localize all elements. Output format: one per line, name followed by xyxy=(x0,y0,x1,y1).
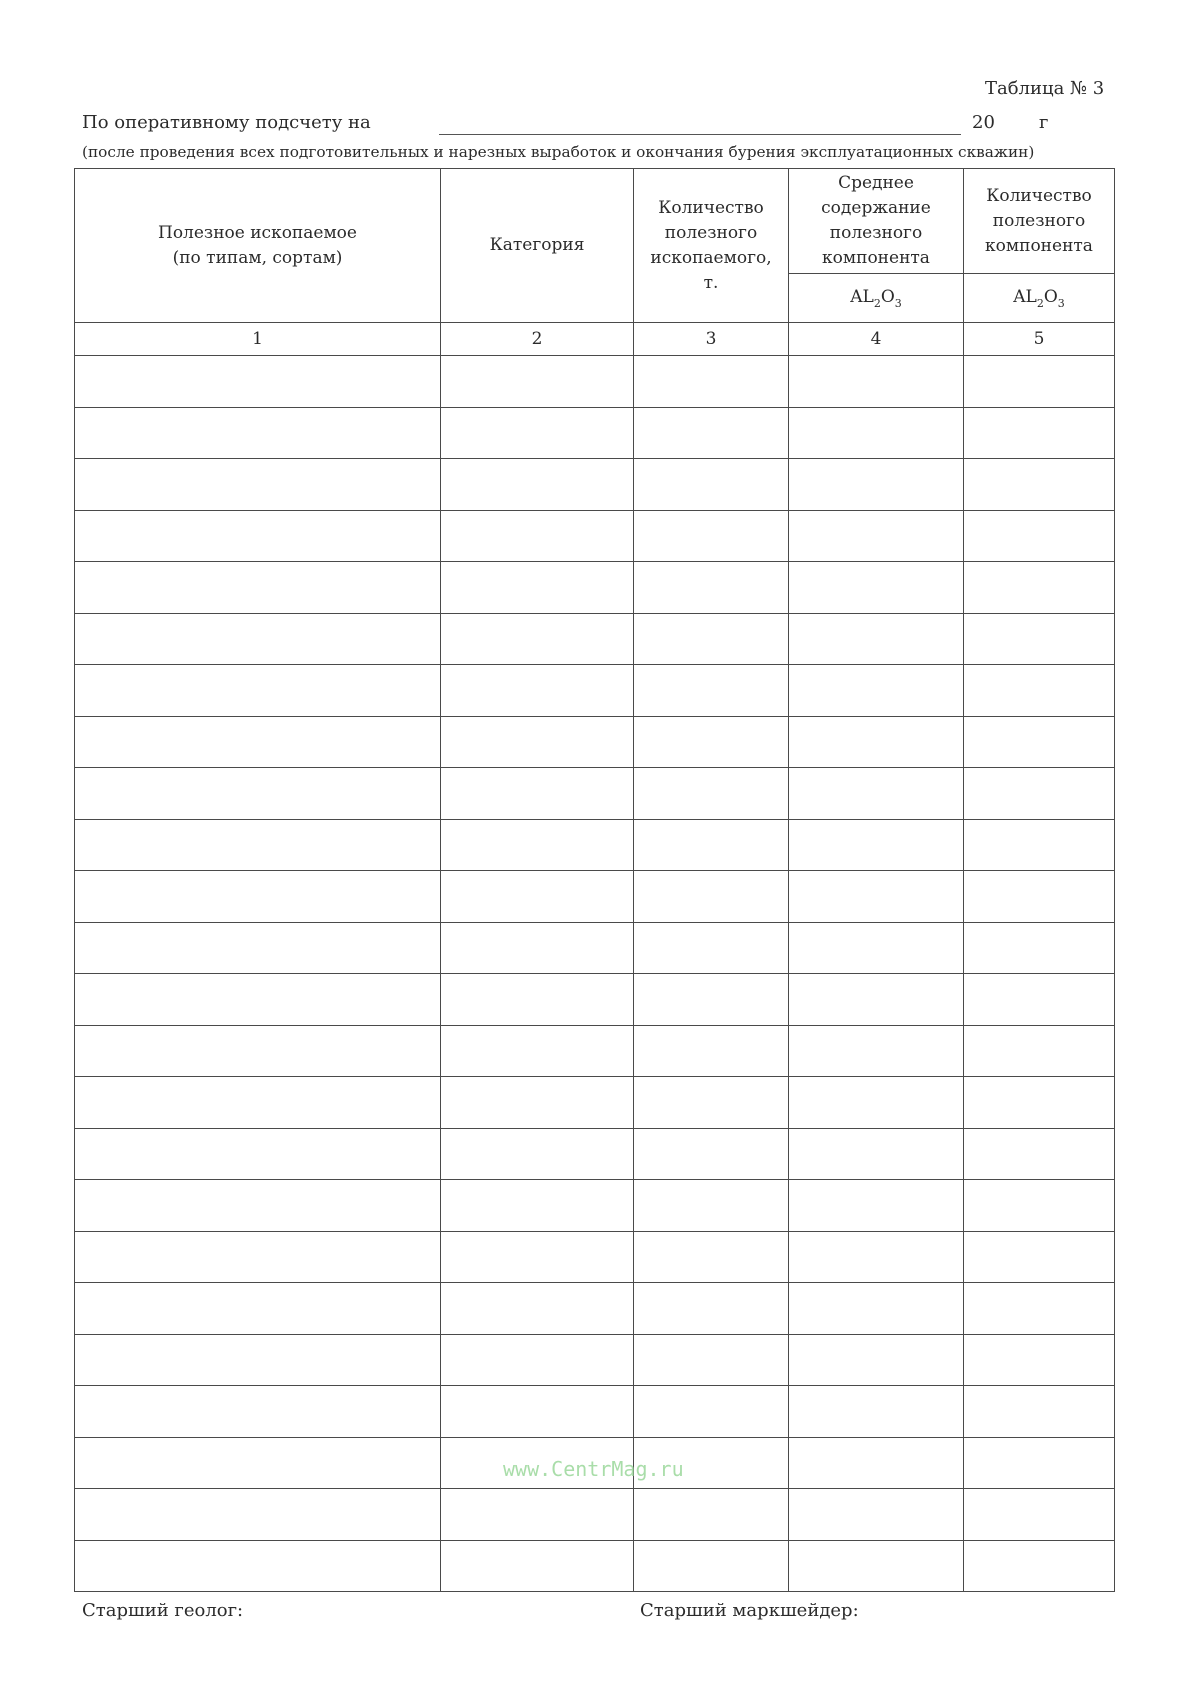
table-cell[interactable] xyxy=(441,768,634,820)
table-row xyxy=(75,1386,1115,1438)
table-cell[interactable] xyxy=(789,974,964,1026)
formula-sub-2: 2 xyxy=(1036,297,1044,310)
table-cell[interactable] xyxy=(964,1180,1115,1232)
table-cell[interactable] xyxy=(964,974,1115,1026)
table-cell[interactable] xyxy=(964,1025,1115,1077)
table-cell[interactable] xyxy=(964,1489,1115,1541)
formula-base-o: O xyxy=(880,287,895,307)
table-cell[interactable] xyxy=(75,819,441,871)
table-cell[interactable] xyxy=(75,665,441,717)
table-cell[interactable] xyxy=(634,356,789,408)
formula-base-o: O xyxy=(1043,287,1058,307)
table-cell[interactable] xyxy=(964,768,1115,820)
table-cell[interactable] xyxy=(964,1386,1115,1438)
table-row xyxy=(75,819,1115,871)
table-cell[interactable] xyxy=(964,1437,1115,1489)
col-header-mineral xyxy=(75,169,441,323)
table-cell[interactable] xyxy=(75,768,441,820)
table-cell[interactable] xyxy=(634,1128,789,1180)
table-cell[interactable] xyxy=(789,562,964,614)
table-row xyxy=(75,613,1115,665)
surveyor-signature-label: Старший маркшейдер: xyxy=(640,1600,859,1621)
table-cell[interactable] xyxy=(789,665,964,717)
table-cell[interactable] xyxy=(634,665,789,717)
subtitle: (после проведения всех подготовительных и нарезных выработок и окончания бурения эксплуатационных скважин) xyxy=(82,143,1035,161)
table-cell[interactable] xyxy=(75,922,441,974)
table-row xyxy=(75,1334,1115,1386)
table-cell[interactable] xyxy=(634,613,789,665)
table-cell[interactable] xyxy=(964,562,1115,614)
table-cell[interactable] xyxy=(441,1540,634,1592)
col-header-avg-line4: компонента xyxy=(822,248,930,268)
table-cell[interactable] xyxy=(634,562,789,614)
table-cell[interactable] xyxy=(75,1283,441,1335)
table-cell[interactable] xyxy=(789,1540,964,1592)
formula-al2o3 xyxy=(850,287,902,310)
table-cell[interactable] xyxy=(789,1386,964,1438)
watermark: www.CentrMag.ru xyxy=(503,1457,684,1481)
column-number: 3 xyxy=(634,323,789,356)
reserves-table xyxy=(74,168,1115,1592)
table-cell[interactable] xyxy=(964,1231,1115,1283)
table-cell[interactable] xyxy=(441,407,634,459)
table-cell[interactable] xyxy=(634,1283,789,1335)
header-label: По оперативному подсчету на xyxy=(82,112,371,133)
col-header-quantity xyxy=(634,169,789,323)
table-row xyxy=(75,871,1115,923)
column-number-row xyxy=(75,323,1115,356)
table-row xyxy=(75,1025,1115,1077)
table-cell[interactable] xyxy=(75,1540,441,1592)
table-cell[interactable] xyxy=(634,459,789,511)
formula-cell-compqty xyxy=(964,274,1115,323)
table-cell[interactable] xyxy=(441,819,634,871)
col-header-quantity-line4: т. xyxy=(703,272,719,293)
table-cell[interactable] xyxy=(964,1334,1115,1386)
table-cell[interactable] xyxy=(964,1128,1115,1180)
table-cell[interactable] xyxy=(634,922,789,974)
table-cell[interactable] xyxy=(789,819,964,871)
table-cell[interactable] xyxy=(75,1128,441,1180)
table-cell[interactable] xyxy=(441,1334,634,1386)
table-row xyxy=(75,459,1115,511)
formula-cell-avg xyxy=(789,274,964,323)
table-cell[interactable] xyxy=(441,1025,634,1077)
table-row xyxy=(75,407,1115,459)
table-row xyxy=(75,922,1115,974)
col-header-avg-line1: Среднее xyxy=(838,173,914,193)
col-header-avg-content xyxy=(789,169,964,274)
table-cell[interactable] xyxy=(964,1283,1115,1335)
table-cell[interactable] xyxy=(441,1283,634,1335)
table-cell[interactable] xyxy=(789,768,964,820)
table-cell[interactable] xyxy=(789,356,964,408)
formula-sub-3: 3 xyxy=(894,297,902,310)
col-header-avg-line2: содержание xyxy=(821,198,931,218)
table-row xyxy=(75,1180,1115,1232)
table-cell[interactable] xyxy=(75,1334,441,1386)
table-cell[interactable] xyxy=(441,562,634,614)
col-header-avg-line3: полезного xyxy=(829,223,923,243)
table-cell[interactable] xyxy=(964,819,1115,871)
table-cell[interactable] xyxy=(75,974,441,1026)
table-cell[interactable] xyxy=(789,613,964,665)
year-prefix: 20 xyxy=(972,112,995,133)
table-cell[interactable] xyxy=(634,407,789,459)
geologist-signature-label: Старший геолог: xyxy=(82,1600,244,1621)
table-cell[interactable] xyxy=(634,974,789,1026)
table-cell[interactable] xyxy=(789,871,964,923)
table-cell[interactable] xyxy=(441,665,634,717)
col-header-quantity-line2: полезного xyxy=(664,222,758,243)
table-cell[interactable] xyxy=(441,459,634,511)
table-number: Таблица № 3 xyxy=(985,78,1105,99)
col-header-quantity-line3: ископаемого, xyxy=(650,247,772,268)
table-cell[interactable] xyxy=(789,1437,964,1489)
formula-al2o3 xyxy=(1013,287,1065,310)
table-cell[interactable] xyxy=(441,1386,634,1438)
table-cell[interactable] xyxy=(634,716,789,768)
col-header-mineral-line1: Полезное ископаемое xyxy=(158,222,357,243)
table-cell[interactable] xyxy=(634,1180,789,1232)
table-row xyxy=(75,716,1115,768)
table-cell[interactable] xyxy=(634,1077,789,1129)
table-cell[interactable] xyxy=(75,1077,441,1129)
table-cell[interactable] xyxy=(964,510,1115,562)
table-cell[interactable] xyxy=(441,613,634,665)
table-cell[interactable] xyxy=(634,871,789,923)
table-cell[interactable] xyxy=(75,1180,441,1232)
table-cell[interactable] xyxy=(75,716,441,768)
table-cell[interactable] xyxy=(441,1180,634,1232)
table-cell[interactable] xyxy=(441,1231,634,1283)
table-row xyxy=(75,356,1115,408)
table-cell[interactable] xyxy=(789,407,964,459)
table-cell[interactable] xyxy=(75,1489,441,1541)
table-cell[interactable] xyxy=(634,1231,789,1283)
table-body xyxy=(75,356,1115,1592)
table-cell[interactable] xyxy=(634,1489,789,1541)
table-row xyxy=(75,1283,1115,1335)
table-cell[interactable] xyxy=(789,459,964,511)
formula-sub-3: 3 xyxy=(1057,297,1065,310)
col-header-compqty-line3: компонента xyxy=(985,235,1093,256)
table-cell[interactable] xyxy=(441,922,634,974)
table-cell[interactable] xyxy=(634,1386,789,1438)
table-cell[interactable] xyxy=(441,871,634,923)
table-cell[interactable] xyxy=(964,613,1115,665)
table-cell[interactable] xyxy=(789,1334,964,1386)
table-cell[interactable] xyxy=(964,356,1115,408)
table-row xyxy=(75,1231,1115,1283)
table-cell[interactable] xyxy=(964,871,1115,923)
table-row xyxy=(75,768,1115,820)
table-cell[interactable] xyxy=(634,510,789,562)
table-cell[interactable] xyxy=(441,974,634,1026)
table-row xyxy=(75,1540,1115,1592)
col-header-compqty-line1: Количество xyxy=(986,185,1092,206)
table-cell[interactable] xyxy=(964,1077,1115,1129)
table-cell[interactable] xyxy=(789,922,964,974)
table-cell[interactable] xyxy=(75,407,441,459)
col-header-component-qty xyxy=(964,169,1115,274)
table-cell[interactable] xyxy=(789,1077,964,1129)
column-number: 2 xyxy=(441,323,634,356)
table-cell[interactable] xyxy=(75,1025,441,1077)
formula-base-al: AL xyxy=(1013,287,1037,307)
table-cell[interactable] xyxy=(964,922,1115,974)
table-cell[interactable] xyxy=(441,1489,634,1541)
table-cell[interactable] xyxy=(964,407,1115,459)
col-header-compqty-line2: полезного xyxy=(992,210,1086,231)
table-cell[interactable] xyxy=(789,1489,964,1541)
table-cell[interactable] xyxy=(789,716,964,768)
col-header-mineral-line2: (по типам, сортам) xyxy=(172,247,343,268)
table-row xyxy=(75,1128,1115,1180)
table-cell[interactable] xyxy=(964,459,1115,511)
table-cell[interactable] xyxy=(634,768,789,820)
table-cell[interactable] xyxy=(634,1540,789,1592)
table-cell[interactable] xyxy=(75,1437,441,1489)
table-cell[interactable] xyxy=(75,356,441,408)
table-cell[interactable] xyxy=(441,716,634,768)
col-header-quantity-line1: Количество xyxy=(658,197,764,218)
year-suffix: г xyxy=(1039,112,1049,133)
table-cell[interactable] xyxy=(75,1231,441,1283)
table-cell[interactable] xyxy=(634,1334,789,1386)
table-cell[interactable] xyxy=(75,613,441,665)
column-number: 4 xyxy=(789,323,964,356)
table-cell[interactable] xyxy=(634,819,789,871)
table-cell[interactable] xyxy=(634,1025,789,1077)
table-row xyxy=(75,562,1115,614)
col-header-category xyxy=(441,169,634,323)
table-cell[interactable] xyxy=(964,716,1115,768)
table-cell[interactable] xyxy=(789,1025,964,1077)
formula-sub-2: 2 xyxy=(873,297,881,310)
table-cell[interactable] xyxy=(964,1540,1115,1592)
col-header-category-line1: Категория xyxy=(489,235,585,255)
table-cell[interactable] xyxy=(441,1128,634,1180)
table-cell[interactable] xyxy=(75,1386,441,1438)
table-row xyxy=(75,974,1115,1026)
table-row xyxy=(75,665,1115,717)
table-cell[interactable] xyxy=(789,510,964,562)
table-cell[interactable] xyxy=(789,1231,964,1283)
table-cell[interactable] xyxy=(75,871,441,923)
table-cell[interactable] xyxy=(75,510,441,562)
table-cell[interactable] xyxy=(964,665,1115,717)
column-number: 5 xyxy=(964,323,1115,356)
date-fill-line[interactable] xyxy=(439,134,961,135)
table-cell[interactable] xyxy=(441,1077,634,1129)
table-cell[interactable] xyxy=(789,1128,964,1180)
table-row xyxy=(75,510,1115,562)
table-row xyxy=(75,1489,1115,1541)
table-cell[interactable] xyxy=(441,356,634,408)
formula-base-al: AL xyxy=(850,287,874,307)
table-cell[interactable] xyxy=(789,1283,964,1335)
table-cell[interactable] xyxy=(441,510,634,562)
table-row xyxy=(75,1077,1115,1129)
table-cell[interactable] xyxy=(75,459,441,511)
table-cell[interactable] xyxy=(789,1180,964,1232)
header-line xyxy=(82,112,1112,138)
table-cell[interactable] xyxy=(75,562,441,614)
column-number: 1 xyxy=(75,323,441,356)
